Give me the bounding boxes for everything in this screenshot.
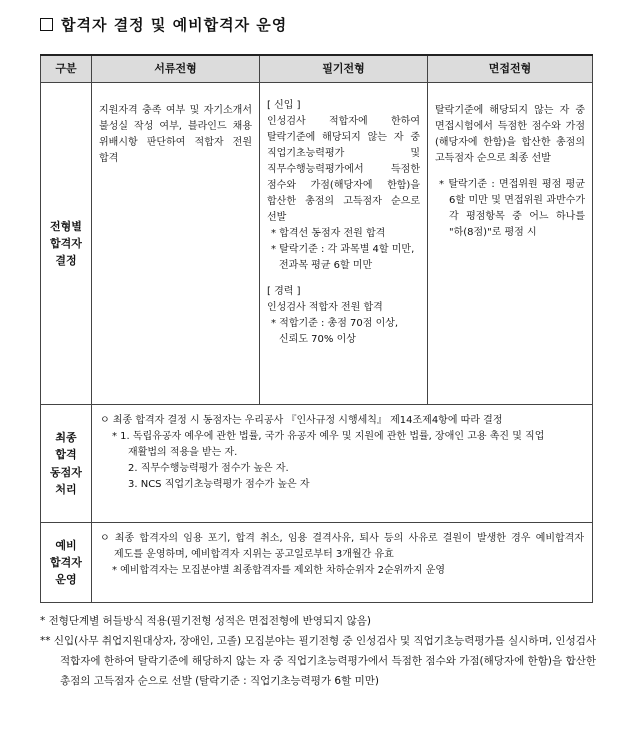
- tie-rule-main: ㅇ 최종 합격자 결정 시 동점자는 우리공사 『인사규정 시행세칙』 제14조제4항에 따라 결정: [100, 415, 503, 426]
- experienced-tag: [ 경력 ]: [267, 286, 301, 297]
- section-title-text: 합격자 결정 및 예비합격자 운영: [61, 16, 288, 34]
- section-title: [40, 14, 287, 35]
- reserve-note: * 예비합격자는 모집분야별 최종합격자를 제외한 차하순위자 2순위까지 운영: [112, 565, 446, 576]
- selection-table: [40, 54, 593, 603]
- row-label-tie: 최종 합격 동점자 처리: [41, 405, 92, 523]
- cell-document: [92, 83, 260, 405]
- header-category: 구분: [41, 55, 92, 83]
- header-interview: 면접전형: [428, 55, 593, 83]
- footnote: * 전형단계별 허들방식 적용(필기전형 성적은 면접전형에 반영되지 않음): [40, 615, 371, 627]
- header-document: 서류전형: [92, 55, 260, 83]
- experienced-bullet: * 적합기준 : 총점 70점 이상, 신뢰도 70% 이상: [271, 318, 399, 345]
- tie-rule-item: * 1. 독립유공자 예우에 관한 법률, 국가 유공자 예우 및 지원에 관한 법률, 장애인 고용 촉진 및 직업 재활법의 적용을 받는 자.: [112, 431, 545, 458]
- footnotes: [40, 612, 596, 692]
- cell-written: [260, 83, 428, 405]
- row-label-reserve: 예비 합격자 운영: [41, 523, 92, 603]
- new-hire-text: 인성검사 적합자에 한하여 탈락기준에 해당되지 않는 자 중 직업기초능력평가 및 직무수행능력평가에서 득점한 점수와 가점(해당자에 한함)을 합산한 총점의 고득점자 순으로 선발: [267, 116, 420, 223]
- experienced-text: 인성검사 적합자 전원 합격: [267, 302, 383, 313]
- new-hire-bullet: * 탈락기준 : 각 과목별 4할 미만, 전과목 평균 6할 미만: [271, 244, 415, 271]
- tie-rule-item: 3. NCS 직업기초능력평가 점수가 높은 자: [128, 479, 310, 490]
- new-hire-bullet: * 합격선 동점자 전원 합격: [271, 228, 386, 239]
- tie-rule-item: 2. 직무수행능력평가 점수가 높은 자.: [128, 463, 289, 474]
- table-header-row: [41, 55, 593, 83]
- checkbox-square-icon: [40, 18, 53, 31]
- table-row: [41, 523, 593, 603]
- interview-fail-criteria: * 탈락기준 : 면접위원 평점 평균 6할 미만 및 면접위원 과반수가 각 평점항목 중 어느 하나를 "하(8점)"로 평점 시: [439, 179, 585, 238]
- row-label-decision: 전형별 합격자 결정: [41, 83, 92, 405]
- document-criteria-text: 지원자격 충족 여부 및 자기소개서 불성실 작성 여부, 블라인드 채용 위배시항 판단하여 적합자 전원 합격: [99, 105, 252, 164]
- footnote: ** 신입(사무 취업지원대상자, 장애인, 고졸) 모집분야는 필기전형 중 인성검사 및 직업기초능력평가를 실시하며, 인성검사 적합자에 한하여 탈락기준에 해당하지 않는 자 중 직업기초능력평가에서 득점한 점수와 가점(해당자에 한함)을 합산한 총점의 고득점자 순으로 선발 (탈락기준 : 직업기초능력평가 6할 미만): [40, 634, 596, 687]
- cell-reserve: [92, 523, 593, 603]
- cell-tie-rules: [92, 405, 593, 523]
- table-row: [41, 83, 593, 405]
- interview-criteria-text: 탈락기준에 해당되지 않는 자 중 면접시험에서 득점한 점수와 가점(해당자에 한함)을 합산한 총점의 고득점자 순으로 최종 선발: [435, 105, 585, 164]
- header-written: 필기전형: [260, 55, 428, 83]
- cell-interview: [428, 83, 593, 405]
- new-hire-tag: [ 신입 ]: [267, 100, 301, 111]
- reserve-main: ㅇ 최종 합격자의 임용 포기, 합격 취소, 임용 결격사유, 퇴사 등의 사유로 결원이 발생한 경우 예비합격자 제도를 운영하며, 예비합격자 지위는 공고일로부터 3개월간 유효: [100, 533, 584, 560]
- table-row: [41, 405, 593, 523]
